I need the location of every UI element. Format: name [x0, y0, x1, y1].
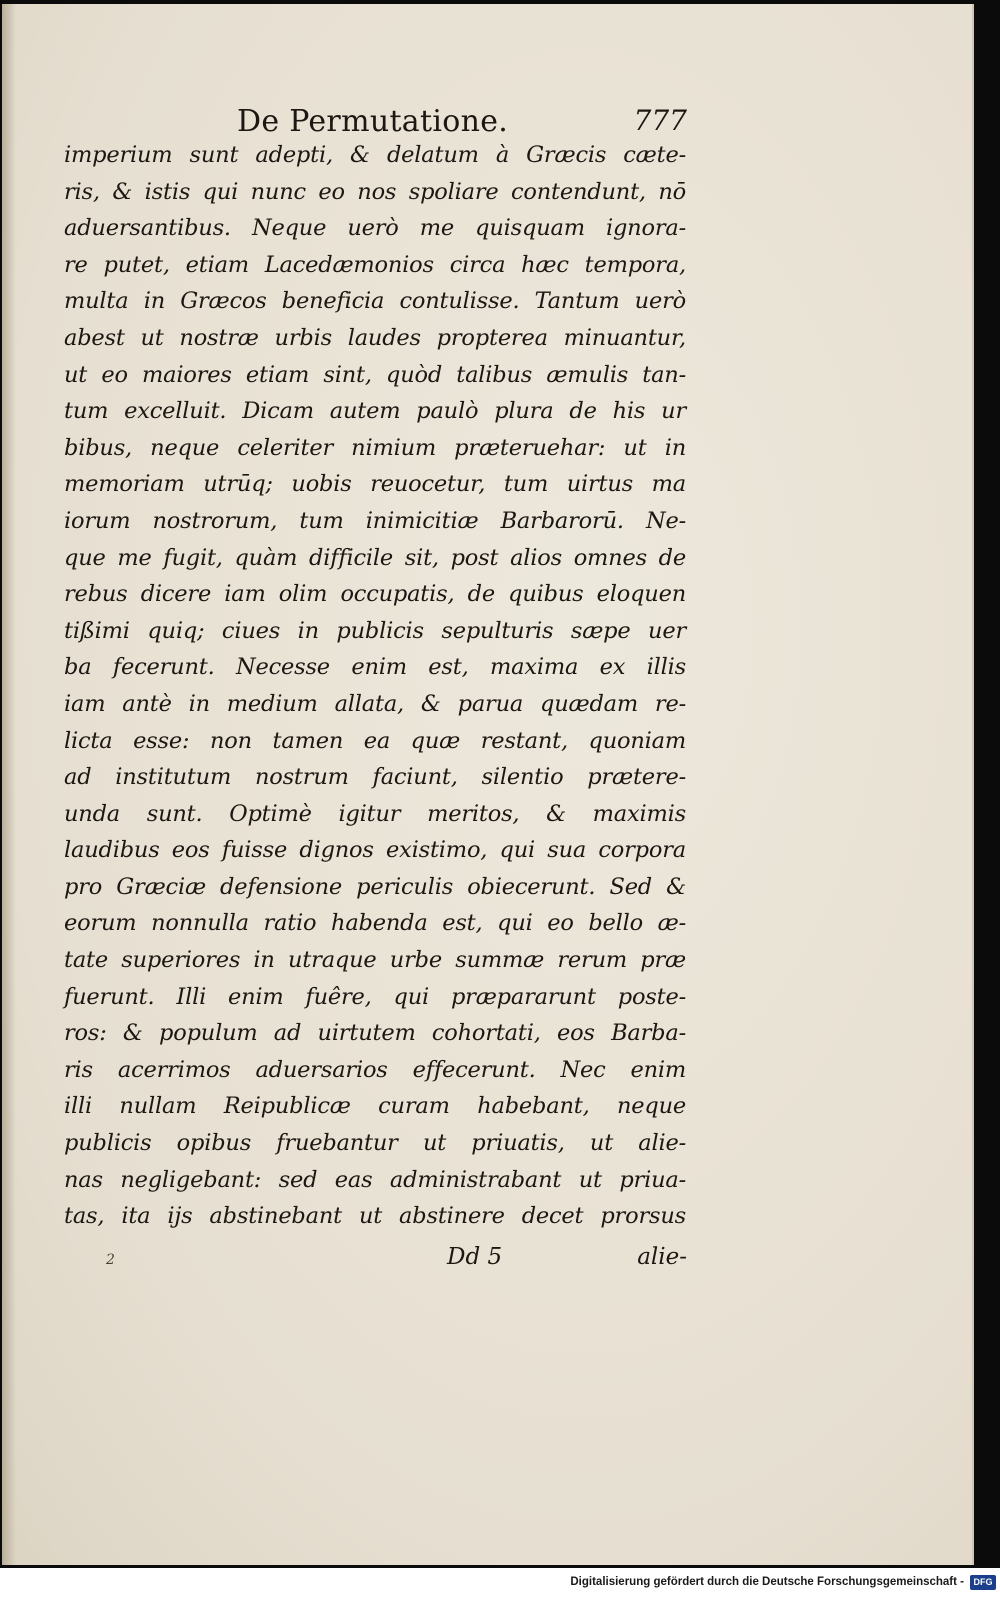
body-line: ba fecerunt. Necesse enim est, maxima ex illis — [64, 654, 686, 681]
body-line: que me fugit, quàm difficile sit, post alios omnes de — [64, 544, 686, 571]
running-title: De Permutatione. — [237, 104, 509, 139]
book-page — [2, 4, 974, 1565]
body-line: licta esse: non tamen ea quæ restant, quoniam — [64, 727, 686, 754]
body-line: eorum nonnulla ratio habenda est, qui eo bello æ- — [64, 910, 686, 937]
body-line: ad institutum nostrum faciunt, silentio prætere- — [64, 764, 686, 791]
gutter-shadow — [2, 4, 16, 1565]
body-line: re putet, etiam Lacedæmonios circa hæc tempora, — [64, 251, 686, 278]
body-line: illi nullam Reipublicæ curam habebant, neque — [64, 1093, 686, 1120]
body-line: tum excelluit. Dicam autem paulò plura de his ur — [64, 398, 686, 425]
body-line: pro Græciæ defensione periculis obiecerunt. Sed & — [64, 873, 686, 900]
body-line: multa in Græcos beneficia contulisse. Tantum uerò — [64, 288, 686, 315]
catchword: alie- — [637, 1244, 687, 1270]
body-line: memoriam utrūq; uobis reuocetur, tum uirtus ma — [64, 471, 686, 498]
body-line: abest ut nostræ urbis laudes propterea minuantur, — [64, 324, 686, 351]
body-line: iam antè in medium allata, & parua quædam re- — [64, 690, 686, 717]
body-line: iorum nostrorum, tum inimicitiæ Barbarorū. Ne- — [64, 507, 686, 534]
dfg-logo: DFG — [970, 1575, 996, 1590]
stray-mark: 2 — [106, 1252, 115, 1268]
body-line: imperium sunt adepti, & delatum à Græcis cæte- — [64, 142, 686, 168]
body-line: ris, & istis qui nunc eo nos spoliare contendunt, nō — [64, 178, 686, 205]
body-line: tas, ita ijs abstinebant ut abstinere decet prorsus — [64, 1203, 686, 1230]
signature-mark: Dd 5 — [447, 1244, 503, 1270]
digitization-banner — [0, 1574, 1000, 1594]
body-line: publicis opibus fruebantur ut priuatis, ut alie- — [64, 1130, 686, 1157]
body-text — [64, 137, 686, 1235]
body-line: tate superiores in utraque urbe summæ rerum præ — [64, 947, 686, 974]
body-line: ris acerrimos aduersarios effecerunt. Nec enim — [64, 1056, 686, 1083]
body-line: nas negligebant: sed eas administrabant ut priua- — [64, 1166, 686, 1193]
body-line: aduersantibus. Neque uerò me quisquam ignora- — [64, 215, 686, 242]
body-line: ut eo maiores etiam sint, quòd talibus æmulis tan- — [64, 361, 686, 388]
funding-notice: Digitalisierung gefördert durch die Deutsche Forschungsgemeinschaft - — [570, 1576, 964, 1588]
body-line: ros: & populum ad uirtutem cohortati, eos Barba- — [64, 1020, 686, 1047]
body-line: laudibus eos fuisse dignos existimo, qui sua corpora — [64, 837, 686, 864]
body-line: bibus, neque celeriter nimium præteruehar: ut in — [64, 434, 686, 461]
body-line: tißimi quiq; ciues in publicis sepulturis sæpe uer — [64, 617, 686, 644]
body-line: rebus dicere iam olim occupatis, de quibus eloquen — [64, 581, 686, 608]
body-line: unda sunt. Optimè igitur meritos, & maximis — [64, 800, 686, 827]
page-number: 777 — [633, 104, 687, 137]
body-line: fuerunt. Illi enim fuêre, qui præpararunt poste- — [64, 983, 686, 1010]
signature-line — [62, 1244, 687, 1280]
